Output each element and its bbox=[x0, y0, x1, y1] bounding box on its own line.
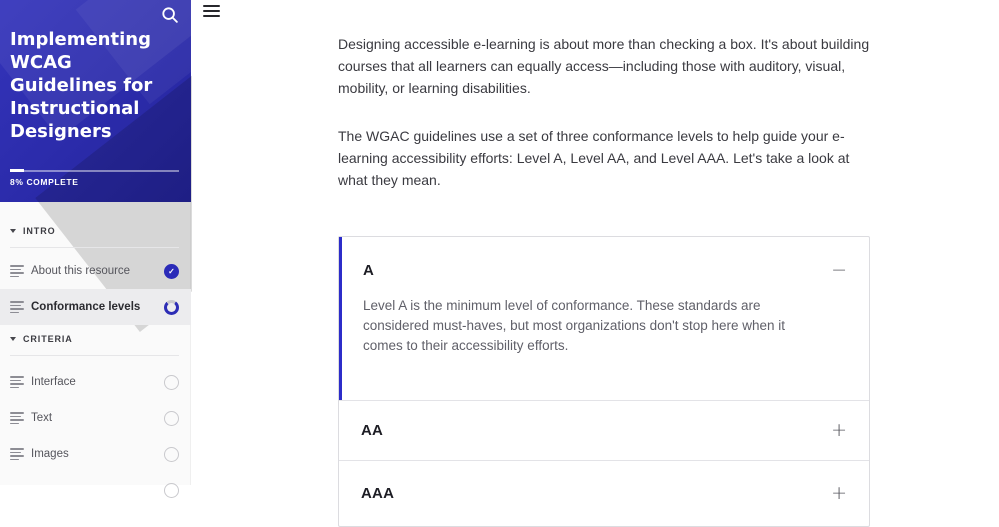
accordion-title: AAA bbox=[361, 485, 395, 502]
sidebar-item-label: Interface bbox=[31, 376, 76, 388]
status-in-progress-icon bbox=[164, 300, 179, 315]
sidebar bbox=[0, 0, 191, 485]
expand-plus-icon[interactable]: + bbox=[831, 482, 847, 504]
accordion-item-aaa bbox=[339, 460, 869, 526]
course-progress bbox=[10, 170, 179, 187]
sidebar-section-criteria[interactable] bbox=[10, 334, 73, 344]
sidebar-item-text[interactable] bbox=[0, 400, 191, 436]
lesson-icon bbox=[10, 448, 24, 460]
status-not-started-icon bbox=[164, 483, 179, 498]
status-complete-icon bbox=[164, 264, 179, 279]
sidebar-item-label: Conformance levels bbox=[31, 301, 141, 313]
accordion-title: AA bbox=[361, 422, 384, 439]
chevron-down-icon bbox=[10, 337, 16, 341]
lesson-content bbox=[338, 33, 870, 527]
search-icon[interactable] bbox=[159, 4, 181, 26]
lesson-icon bbox=[10, 376, 24, 388]
expand-plus-icon[interactable]: + bbox=[831, 419, 847, 441]
lesson-main bbox=[192, 0, 999, 504]
sidebar-item-label: About this resource bbox=[31, 265, 131, 277]
divider bbox=[10, 355, 179, 356]
status-not-started-icon bbox=[164, 411, 179, 426]
sidebar-item-conformance-levels[interactable] bbox=[0, 289, 191, 325]
collapse-minus-icon[interactable]: − bbox=[831, 259, 847, 281]
progress-track bbox=[10, 170, 179, 172]
accordion-header-aa[interactable] bbox=[339, 401, 869, 460]
chevron-down-icon bbox=[10, 229, 16, 233]
course-title: Implementing WCAG Guidelines for Instructional Designers bbox=[10, 29, 153, 142]
sidebar-item-images[interactable] bbox=[0, 436, 191, 472]
accordion-item-aa bbox=[339, 400, 869, 460]
check-icon: ✓ bbox=[168, 266, 175, 276]
accordion-title: A bbox=[363, 262, 375, 279]
sidebar-item-label: Text bbox=[31, 412, 53, 424]
accordion-item-a bbox=[339, 237, 869, 400]
lesson-paragraph: Designing accessible e-learning is about more than checking a box. It's about building courses that all learners can equally access—including those with auditory, visual, mobility, or learning disabilities. bbox=[338, 36, 870, 96]
conformance-accordion bbox=[338, 236, 870, 527]
progress-fill bbox=[10, 169, 24, 172]
section-label: CRITERIA bbox=[23, 334, 73, 344]
sidebar-item-partial[interactable] bbox=[0, 472, 191, 508]
sidebar-item-about-this-resource[interactable] bbox=[0, 253, 191, 289]
divider bbox=[10, 247, 179, 248]
accordion-header-a[interactable] bbox=[342, 237, 869, 280]
accordion-header-aaa[interactable] bbox=[339, 461, 869, 526]
lesson-paragraph: The WGAC guidelines use a set of three conformance levels to help guide your e-learning accessibility efforts: Level A, Level AA, and Level AAA. Let's take a look at what they mean. bbox=[338, 128, 850, 188]
sidebar-item-interface[interactable] bbox=[0, 364, 191, 400]
progress-label: 8% COMPLETE bbox=[10, 177, 79, 187]
lesson-icon bbox=[10, 265, 24, 277]
menu-icon[interactable] bbox=[203, 5, 220, 17]
status-not-started-icon bbox=[164, 447, 179, 462]
status-not-started-icon bbox=[164, 375, 179, 390]
section-label: INTRO bbox=[23, 226, 56, 236]
accordion-body: Level A is the minimum level of conformance. These standards are considered must-haves, but most organizations don't stop here when it comes to their accessibility efforts. bbox=[363, 298, 786, 353]
sidebar-item-label: Images bbox=[31, 448, 69, 460]
lesson-icon bbox=[10, 412, 24, 424]
lesson-icon bbox=[10, 301, 24, 313]
course-cover bbox=[0, 0, 191, 202]
sidebar-section-intro[interactable] bbox=[10, 226, 56, 236]
